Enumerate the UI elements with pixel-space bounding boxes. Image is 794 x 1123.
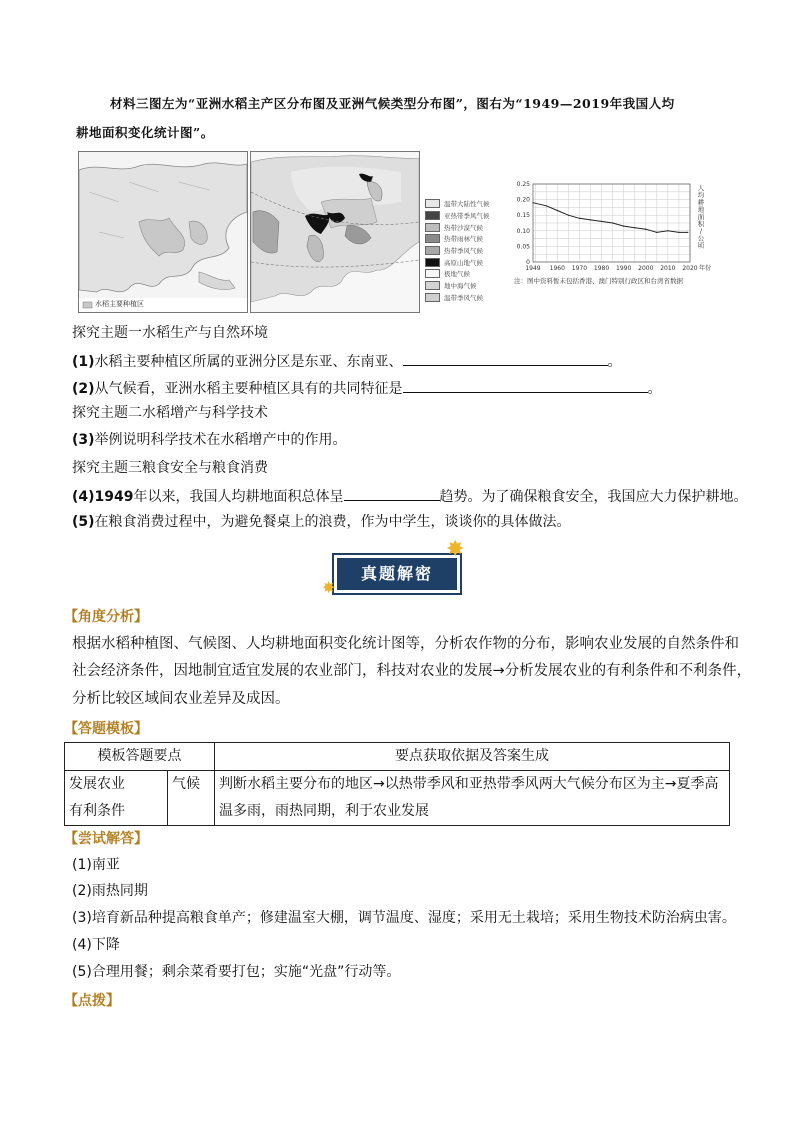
y-axis-label-char: 面: [697, 212, 705, 221]
angle-line: 分析比较区域间农业差异及成因。: [72, 691, 290, 707]
theme1-title: 探究主题一水稻生产与自然环境: [72, 325, 268, 341]
legend-item: 亚热带季风气候: [425, 210, 507, 222]
y-tick-label: 0.20: [516, 196, 530, 204]
data-point: [532, 202, 533, 203]
data-point: [568, 215, 569, 216]
question-2: (2)从气候看，亚洲水稻主要种植区具有的共同特征是 。: [72, 377, 662, 399]
legend-item: 温带季风气候: [425, 292, 507, 304]
star-icon: ✸: [322, 578, 336, 597]
angle-line: 社会经济条件，因地制宜适宜发展的农业部门，科技对农业的发展→分析发展农业的有利条件和不利条件，: [72, 663, 752, 679]
answer-item: (3)培育新品种提高粮食单产；修建温室大棚，调节温度、湿度；采用无土栽培；采用生物技术防治病虫害。: [72, 910, 736, 926]
y-tick-label: 0.15: [516, 212, 530, 220]
theme2-title: 探究主题二水稻增产与科学技术: [72, 405, 268, 421]
data-point: [634, 227, 635, 228]
template-heading: 【答题模板】: [64, 721, 148, 737]
answer-blank-1[interactable]: [403, 350, 608, 366]
climate-map-graphic: [251, 152, 419, 312]
table-header-row: [65, 743, 730, 771]
legend-item: 热带沙漠气候: [425, 221, 507, 233]
y-tick-label: 0.10: [516, 227, 530, 235]
y-tick-label: 0.05: [516, 243, 530, 251]
answer-item: (2)雨热同期: [72, 883, 148, 899]
tips-heading: 【点拨】: [64, 993, 120, 1009]
table-header-cell: 模板答题要点: [65, 743, 215, 771]
question-3: (3)举例说明科学技术在水稻增产中的作用。: [72, 432, 347, 448]
table-row: [65, 771, 730, 826]
answer-template-table: [64, 742, 730, 826]
legend-item: 地中海气候: [425, 280, 507, 292]
angle-heading: 【角度分析】: [64, 609, 148, 625]
data-point: [667, 230, 668, 231]
y-tick-label: 0.25: [516, 181, 530, 188]
question-4: (4)1949年以来，我国人均耕地面积总体呈 趋势。为了确保粮食安全，我国应大力保护耕地。: [72, 485, 748, 507]
y-axis-label-char: 均: [697, 191, 705, 200]
y-axis-label-char: 顷: [697, 241, 705, 250]
y-tick-label: 0: [526, 259, 530, 266]
rice-map-graphic: [79, 152, 247, 312]
table-cell-sub: 气候: [168, 771, 215, 826]
x-tick-label: 1960: [549, 265, 565, 272]
y-axis-label-char: /: [699, 227, 703, 236]
answer-blank-2[interactable]: [403, 377, 648, 393]
legend-item: 温带大陆性气候: [425, 198, 507, 210]
section-banner: 真题解密: [334, 555, 460, 593]
x-tick-label: 1980: [593, 265, 610, 272]
x-tick-label: 1990: [616, 265, 632, 272]
data-point: [645, 229, 646, 230]
climate-legend: [425, 198, 507, 303]
data-point: [590, 219, 591, 220]
rice-map-caption: 水稻主要种植区: [95, 300, 144, 308]
farmland-chart-svg: [505, 176, 725, 288]
theme3-title: 探究主题三粮食安全与粮食消费: [72, 460, 268, 476]
table-cell-text: 判断水稻主要分布的地区→以热带季风和亚热带季风两大气候分布区为主→夏季高 温多雨，雨热同期，利于农业发展: [215, 771, 730, 826]
legend-item: 热带季风气候: [425, 245, 507, 257]
x-axis-unit: 年份: [699, 265, 712, 272]
legend-item: 高原山地气候: [425, 256, 507, 268]
table-cell-label: 发展农业 有利条件: [65, 771, 168, 826]
answer-item: (4)下降: [72, 937, 120, 953]
data-point: [623, 226, 624, 227]
data-point: [612, 222, 613, 223]
data-point: [557, 210, 558, 211]
data-point: [656, 232, 657, 233]
table-header-cell: 要点获取依据及答案生成: [215, 743, 730, 771]
x-tick-label: 2020: [682, 265, 698, 272]
x-tick-label: 2000: [638, 265, 654, 272]
intro-line-2: 耕地面积变化统计图”。: [76, 125, 214, 140]
data-point: [546, 205, 547, 206]
y-axis-label-char: 地: [697, 205, 705, 214]
data-point: [678, 232, 679, 233]
angle-line: 根据水稻种植图、气候图、人均耕地面积变化统计图等，分析农作物的分布，影响农业发展的自然条件和: [72, 636, 739, 652]
y-axis-label-char: 公: [697, 234, 705, 243]
farmland-chart: [505, 176, 725, 288]
answer-item: (5)合理用餐；剩余菜肴要打包；实施“光盘”行动等。: [72, 964, 401, 980]
x-tick-label: 1949: [525, 265, 541, 272]
legend-item: 热带雨林气候: [425, 233, 507, 245]
y-axis-label-char: 耕: [697, 198, 705, 207]
star-icon: ✸: [446, 537, 465, 562]
question-1: (1)水稻主要种植区所属的亚洲分区是东亚、东南亚、 。: [72, 350, 622, 372]
intro-line-1: 材料三图左为“亚洲水稻主产区分布图及亚洲气候类型分布图”，图右为“1949—2019年我国人均: [110, 96, 675, 111]
data-point: [601, 221, 602, 222]
rice-distribution-map: [78, 151, 248, 313]
legend-item: 极地气候: [425, 268, 507, 280]
chart-note: 注：图中资料暂未包括香港、澳门特别行政区和台湾省数据: [514, 277, 683, 285]
answer-item: (1)南亚: [72, 857, 120, 873]
data-point: [579, 218, 580, 219]
climate-type-map: [250, 151, 420, 313]
answers-heading: 【尝试解答】: [64, 831, 148, 847]
y-axis-label-char: 积: [697, 220, 705, 228]
answer-blank-4[interactable]: [344, 485, 440, 501]
data-point: [687, 232, 688, 233]
x-tick-label: 1970: [571, 265, 588, 272]
y-axis-label-char: 人: [697, 184, 705, 192]
question-5: (5)在粮食消费过程中，为避免餐桌上的浪费，作为中学生，谈谈你的具体做法。: [72, 514, 571, 530]
x-tick-label: 2010: [660, 265, 676, 272]
